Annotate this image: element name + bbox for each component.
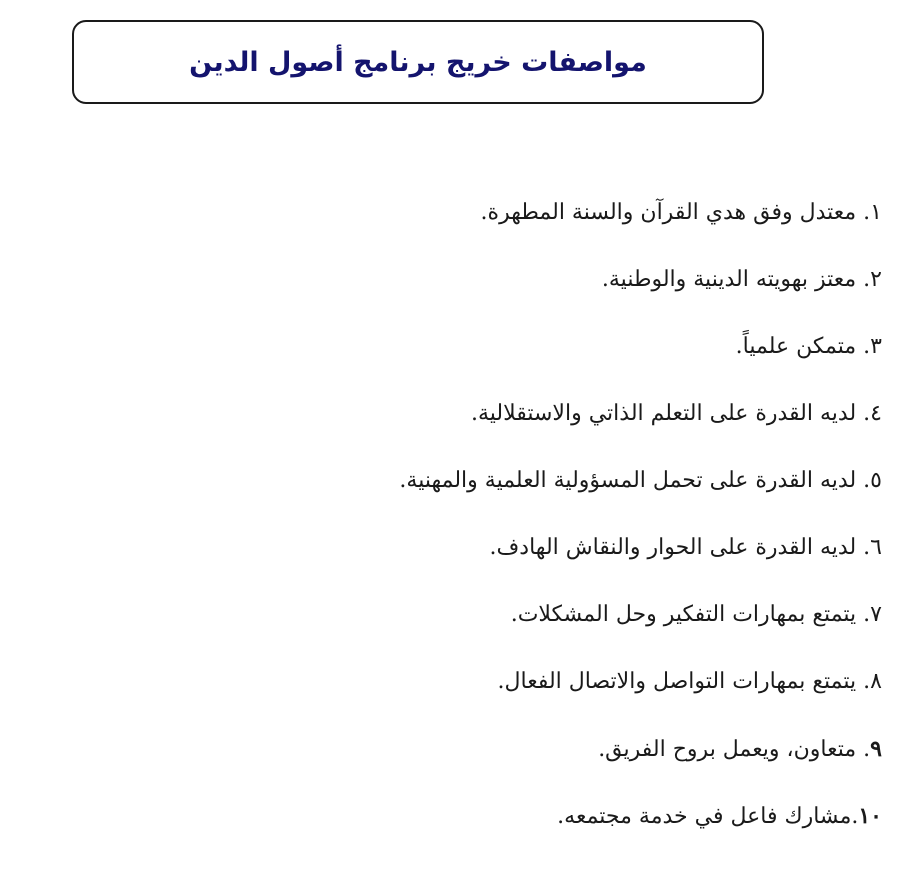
item-separator: . [851, 804, 859, 829]
item-number: ٩ [870, 736, 882, 762]
list-item [399, 332, 882, 399]
item-separator: . [856, 334, 871, 359]
item-separator: . [856, 602, 871, 627]
graduate-attributes-list [399, 198, 882, 868]
item-number: ٥ [870, 468, 882, 493]
item-text: معتدل وفق هدي القرآن والسنة المطهرة. [480, 200, 857, 225]
item-separator: . [856, 669, 871, 694]
item-separator: . [856, 468, 871, 493]
item-separator: . [856, 737, 871, 762]
item-text: لديه القدرة على التعلم الذاتي والاستقلالية. [470, 401, 857, 426]
list-item [399, 667, 882, 734]
item-number: ١٠ [858, 803, 882, 829]
item-text: يتمتع بمهارات التفكير وحل المشكلات. [510, 602, 857, 627]
list-item [399, 265, 882, 332]
list-item [399, 734, 882, 801]
item-separator: . [856, 200, 871, 225]
item-separator: . [856, 401, 871, 426]
item-number: ٨ [870, 669, 882, 694]
title-box [72, 20, 764, 104]
item-number: ٦ [870, 535, 882, 560]
item-separator: . [856, 535, 871, 560]
list-item [399, 399, 882, 466]
item-number: ٧ [870, 602, 882, 627]
item-text: يتمتع بمهارات التواصل والاتصال الفعال. [497, 669, 857, 694]
item-separator: . [856, 267, 871, 292]
item-text: متمكن علمياً. [735, 334, 857, 359]
item-number: ٣ [870, 334, 882, 359]
list-item [399, 533, 882, 600]
item-text: معتز بهويته الدينية والوطنية. [601, 267, 857, 292]
item-text: لديه القدرة على تحمل المسؤولية العلمية والمهنية. [399, 468, 857, 493]
item-number: ٤ [870, 401, 882, 426]
item-text: لديه القدرة على الحوار والنقاش الهادف. [489, 535, 857, 560]
item-text: مشارك فاعل في خدمة مجتمعه. [557, 804, 852, 829]
item-number: ١ [870, 200, 882, 225]
list-item [399, 198, 882, 265]
item-text: متعاون، ويعمل بروح الفريق. [598, 737, 857, 762]
list-item [399, 801, 882, 868]
list-item [399, 600, 882, 667]
list-item [399, 466, 882, 533]
item-number: ٢ [870, 267, 882, 292]
page-title: مواصفات خريج برنامج أصول الدين [189, 46, 647, 78]
